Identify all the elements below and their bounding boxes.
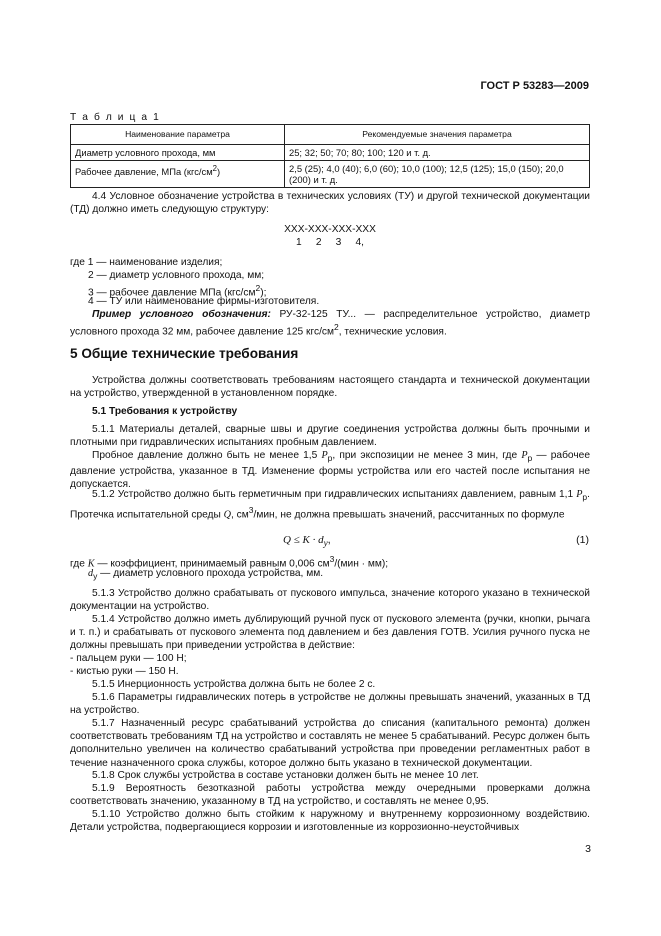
symbol: Q	[223, 509, 232, 521]
text: где	[70, 558, 88, 570]
table-row	[71, 145, 590, 161]
paragraph-5-1-2	[70, 488, 590, 522]
superscript: 2	[255, 283, 261, 293]
section-5-title: 5 Общие технические требования	[70, 346, 299, 361]
table-cell	[71, 161, 285, 188]
symbol: K	[87, 558, 95, 570]
page-number: 3	[585, 843, 591, 855]
superscript: 3	[329, 554, 335, 564]
designation-code: XXX-XXX-XXX-XXX	[284, 224, 376, 235]
text: 5.1.2 Устройство должно быть герметичным при гидравлических испытаниях давлением, равным 1,1	[92, 489, 577, 500]
paragraph-5-1-8: 5.1.8 Срок службы устройства в составе установки должен быть не менее 10 лет.	[92, 770, 479, 781]
list-item: - пальцем руки — 100 Н;	[70, 653, 187, 664]
legend-line: где 1 — наименование изделия;	[70, 257, 223, 268]
subscript: у	[323, 538, 328, 549]
symbol: P	[576, 489, 583, 500]
legend-text: );	[260, 287, 267, 299]
table-cell: 25; 32; 50; 70; 80; 100; 120 и т. д.	[285, 145, 590, 161]
table-caption: Т а б л и ц а 1	[70, 112, 161, 123]
table-cell: 2,5 (25); 4,0 (40); 6,0 (60); 10,0 (100); 12,5 (125); 15,0 (150); 20,0 (200) и т. д.	[285, 161, 590, 188]
paragraph-5-1-3: 5.1.3 Устройство должно срабатывать от пускового импульса, значение которого указано в технической документации на устройство.	[70, 588, 590, 613]
text: , при экспозиции не менее 3 мин, где	[332, 450, 522, 461]
superscript: 3	[248, 505, 254, 516]
document-header: ГОСТ Р 53283—2009	[480, 80, 589, 92]
designation-numbers: 1 2 3 4,	[296, 237, 364, 248]
list-item: - кистью руки — 150 Н.	[70, 666, 179, 677]
table-header-cell: Наименование параметра	[71, 125, 285, 145]
table-header-cell: Рекомендуемые значения параметра	[285, 125, 590, 145]
parameters-table	[70, 124, 590, 188]
superscript: 2	[212, 164, 218, 173]
text: — диаметр условного прохода устройства, мм.	[97, 568, 324, 579]
subscript: у	[93, 571, 98, 582]
paragraph-5-1-4: 5.1.4 Устройство должно иметь дублирующий ручной пуск от пускового элемента (ручки, кнопки, рычага и т. п.) и срабатывать от пускового элемента под давлением и без давления ГОТВ. Усилия ручного пуска не должны превышать при приведении устройства в действие:	[70, 614, 590, 652]
paragraph-5-1-6: 5.1.6 Параметры гидравлических потерь в устройстве не должны превышать значений, указанных в ТД на устройство.	[70, 692, 590, 717]
formula-text: ,	[327, 534, 331, 546]
symbol: d	[88, 568, 94, 579]
subscript: р	[527, 453, 533, 464]
paragraph-5-1-5: 5.1.5 Инерционность устройства должна быть не более 2 с.	[92, 679, 376, 690]
paragraph-4-4: 4.4 Условное обозначение устройства в технических условиях (ТУ) и другой технической документации (ТД) должно иметь следующую структуру:	[70, 191, 590, 216]
table-cell-text: )	[217, 166, 221, 178]
section-5-intro: Устройства должны соответствовать требованиям настоящего стандарта и технической документации на устройство, утвержденной в установленном порядке.	[70, 375, 590, 400]
text: /мин, не должна превышать значений, рассчитанных по формуле	[253, 509, 565, 521]
text: /(мин · мм);	[334, 558, 389, 570]
paragraph-5-1-10: 5.1.10 Устройство должно быть стойким к наружному и внутреннему коррозионному воздействию. Детали устройства, подвергающиеся коррозии и изготовленные из коррозионно-неустойчивых	[70, 809, 590, 834]
example-paragraph	[70, 308, 590, 339]
formula-number: (1)	[576, 534, 589, 546]
designation-scheme	[270, 223, 390, 249]
table-cell: Диаметр условного прохода, мм	[71, 145, 285, 161]
symbol: P	[321, 450, 328, 461]
text: — коэффициент, принимаемый равным 0,006 см	[94, 558, 330, 570]
example-text: , технические условия.	[338, 326, 447, 338]
probe-pressure-paragraph	[70, 449, 590, 492]
table-header-row	[71, 125, 590, 145]
superscript: 2	[334, 322, 339, 333]
example-text: РУ-32-125 ТУ... — распределительное устройство, диаметр условного прохода 32 мм, рабочее давление 125 кгс/см	[70, 309, 590, 338]
paragraph-5-1-9: 5.1.9 Вероятность безотказной работы устройства между очередными проверками должна соответствовать значению, указанному в ТД на устройство, и составлять не менее 0,95.	[70, 783, 590, 808]
legend-text: 3 — рабочее давление МПа (кгс/см	[88, 287, 256, 299]
symbol: P	[521, 450, 528, 461]
example-label: Пример условного обозначения:	[92, 309, 271, 320]
paragraph-5-1-7: 5.1.7 Назначенный ресурс срабатываний устройства до списания (капитального ремонта) должен соответствовать требованиям ТД на устройство и составлять не менее 5 срабатываний. Ресурс должен быть дополнительно увеличен на количество срабатываний устройства при проведении регламентных работ в течение назначенного срока службы, которое должно быть указано в технической документации.	[70, 718, 590, 769]
formula-legend-d	[88, 567, 588, 583]
legend-line: 4 — ТУ или наименование фирмы-изготовителя.	[88, 296, 320, 307]
text: . Протечка испытательной среды	[70, 489, 590, 521]
paragraph-5-1-1: 5.1.1 Материалы деталей, сварные швы и другие соединения устройства должны быть прочными и плотными при гидравлических испытаниях пробным давлением.	[70, 424, 590, 449]
formula-text: Q ≤ K · d	[283, 534, 324, 546]
formula	[283, 534, 331, 548]
subsection-5-1-title: 5.1 Требования к устройству	[92, 406, 238, 417]
text: , см	[231, 509, 249, 521]
subscript: р	[582, 492, 588, 503]
text: Пробное давление должно быть не менее 1,5	[92, 450, 322, 461]
legend-line: 2 — диаметр условного прохода, мм;	[88, 270, 265, 281]
text: — рабочее давление устройства, указанное в ТД. Изменение формы устройства или его частей после испытания не допускается.	[70, 450, 590, 491]
table-cell-text: Рабочее давление, МПа (кгс/см	[75, 166, 213, 178]
table-row	[71, 161, 590, 188]
subscript: р	[327, 453, 333, 464]
